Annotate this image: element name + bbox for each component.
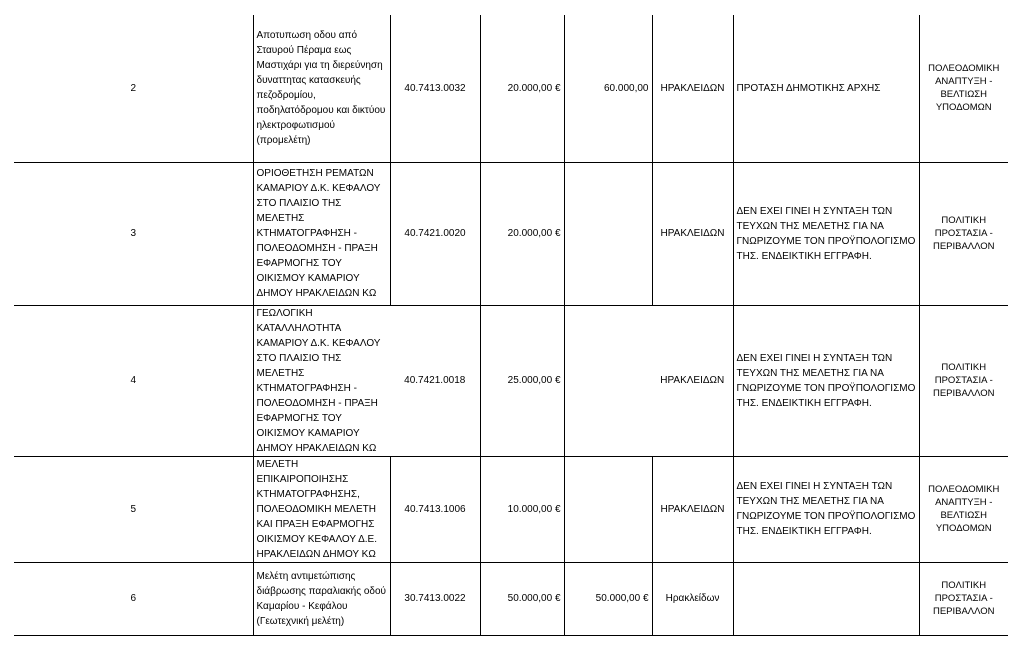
table-row: [14, 305, 1008, 456]
category: ΠΟΛΙΤΙΚΗ ΠΡΟΣΤΑΣΙΑ - ΠΕΡΙΒΑΛΛΟΝ: [919, 305, 1008, 456]
annual-amount: 25.000,00 €: [480, 305, 564, 456]
table-row: [14, 162, 1008, 305]
budget-code: 40.7421.0020: [390, 162, 480, 305]
total-amount: 60.000,00: [564, 15, 652, 162]
project-description: ΟΡΙΟΘΕΤΗΣΗ ΡΕΜΑΤΩΝ ΚΑΜΑΡΙΟΥ Δ.Κ. ΚΕΦΑΛΟΥ ΣΤΟ ΠΛΑΙΣΙΟ ΤΗΣ ΜΕΛΕΤΗΣ ΚΤΗΜΑΤΟΓΡΑΦΗΣΗ - ΠΟΛΕΟΔΟΜΗΣΗ - ΠΡΑΞΗ ΕΦΑΡΜΟΓΗΣ ΤΟΥ ΟΙΚΙΣΜΟΥ ΚΑΜΑΡΙΟΥ ΔΗΜΟΥ ΗΡΑΚΛΕΙΔΩΝ ΚΩ: [253, 162, 390, 305]
category: ΠΟΛΙΤΙΚΗ ΠΡΟΣΤΑΣΙΑ - ΠΕΡΙΒΑΛΛΟΝ: [919, 562, 1008, 635]
annual-amount: 10.000,00 €: [480, 456, 564, 562]
total-amount: [564, 162, 652, 305]
project-description: ΓΕΩΛΟΓΙΚΗ ΚΑΤΑΛΛΗΛΟΤΗΤΑ ΚΑΜΑΡΙΟΥ Δ.Κ. ΚΕΦΑΛΟΥ ΣΤΟ ΠΛΑΙΣΙΟ ΤΗΣ ΜΕΛΕΤΗΣ ΚΤΗΜΑΤΟΓΡΑΦΗΣΗ - ΠΟΛΕΟΔΟΜΗΣΗ - ΠΡΑΞΗ ΕΦΑΡΜΟΓΗΣ ΤΟΥ ΟΙΚΙΣΜΟΥ ΚΑΜΑΡΙΟΥ ΔΗΜΟΥ ΗΡΑΚΛΕΙΔΩΝ ΚΩ: [253, 305, 390, 456]
category: ΠΟΛΕΟΔΟΜΙΚΗ ΑΝΑΠΤΥΞΗ - ΒΕΛΤΙΩΣΗ ΥΠΟΔΟΜΩΝ: [919, 456, 1008, 562]
remarks: [733, 562, 919, 635]
row-number: 6: [14, 562, 253, 635]
total-amount: [564, 456, 652, 562]
annual-amount: 20.000,00 €: [480, 15, 564, 162]
row-number: 2: [14, 15, 253, 162]
remarks: ΔΕΝ ΕΧΕΙ ΓΙΝΕΙ Η ΣΥΝΤΑΞΗ ΤΩΝ ΤΕΥΧΩΝ ΤΗΣ ΜΕΛΕΤΗΣ ΓΙΑ ΝΑ ΓΝΩΡΙΖΟΥΜΕ ΤΟΝ ΠΡΟΫΠΟΛΟΓΙΣΜΟ ΤΗΣ. ΕΝΔΕΙΚΤΙΚΗ ΕΓΓΡΑΦΗ.: [733, 305, 919, 456]
studies-budget-table: [14, 15, 1008, 636]
remarks: ΠΡΟΤΑΣΗ ΔΗΜΟΤΙΚΗΣ ΑΡΧΗΣ: [733, 15, 919, 162]
remarks: ΔΕΝ ΕΧΕΙ ΓΙΝΕΙ Η ΣΥΝΤΑΞΗ ΤΩΝ ΤΕΥΧΩΝ ΤΗΣ ΜΕΛΕΤΗΣ ΓΙΑ ΝΑ ΓΝΩΡΙΖΟΥΜΕ ΤΟΝ ΠΡΟΫΠΟΛΟΓΙΣΜΟ ΤΗΣ. ΕΝΔΕΙΚΤΙΚΗ ΕΓΓΡΑΦΗ.: [733, 456, 919, 562]
annual-amount: 50.000,00 €: [480, 562, 564, 635]
municipal-unit: ΗΡΑΚΛΕΙΔΩΝ: [652, 305, 733, 456]
municipal-unit: Ηρακλείδων: [652, 562, 733, 635]
row-number: 5: [14, 456, 253, 562]
budget-code: 40.7421.0018: [390, 305, 480, 456]
remarks: ΔΕΝ ΕΧΕΙ ΓΙΝΕΙ Η ΣΥΝΤΑΞΗ ΤΩΝ ΤΕΥΧΩΝ ΤΗΣ ΜΕΛΕΤΗΣ ΓΙΑ ΝΑ ΓΝΩΡΙΖΟΥΜΕ ΤΟΝ ΠΡΟΫΠΟΛΟΓΙΣΜΟ ΤΗΣ. ΕΝΔΕΙΚΤΙΚΗ ΕΓΓΡΑΦΗ.: [733, 162, 919, 305]
project-description: Μελέτη αντιμετώπισης διάβρωσης παραλιακής οδού Καμαρίου - Κεφάλου (Γεωτεχνική μελέτη): [253, 562, 390, 635]
category: ΠΟΛΕΟΔΟΜΙΚΗ ΑΝΑΠΤΥΞΗ - ΒΕΛΤΙΩΣΗ ΥΠΟΔΟΜΩΝ: [919, 15, 1008, 162]
total-amount: [564, 305, 652, 456]
budget-code: 40.7413.1006: [390, 456, 480, 562]
row-number: 4: [14, 305, 253, 456]
table-row: [14, 456, 1008, 562]
budget-code: 40.7413.0032: [390, 15, 480, 162]
municipal-unit: ΗΡΑΚΛΕΙΔΩΝ: [652, 456, 733, 562]
municipal-unit: ΗΡΑΚΛΕΙΔΩΝ: [652, 162, 733, 305]
table-row: [14, 15, 1008, 162]
project-description: ΜΕΛΕΤΗ ΕΠΙΚΑΙΡΟΠΟΙΗΣΗΣ ΚΤΗΜΑΤΟΓΡΑΦΗΣΗΣ, ΠΟΛΕΟΔΟΜΙΚΗ ΜΕΛΕΤΗ ΚΑΙ ΠΡΑΞΗ ΕΦΑΡΜΟΓΗΣ ΟΙΚΙΣΜΟΥ ΚΕΦΑΛΟΥ Δ.Ε. ΗΡΑΚΛΕΙΔΩΝ ΔΗΜΟΥ ΚΩ: [253, 456, 390, 562]
annual-amount: 20.000,00 €: [480, 162, 564, 305]
municipal-unit: ΗΡΑΚΛΕΙΔΩΝ: [652, 15, 733, 162]
project-description: Αποτυπωση οδου από Σταυρού Πέραμα εως Μαστιχάρι για τη διερεύνηση δυναττητας κατασκευής πεζοδρομίου, ποδηλατόδρομου και δικτύου ηλεκτροφωτισμού (προμελέτη): [253, 15, 390, 162]
budget-code: 30.7413.0022: [390, 562, 480, 635]
row-number: 3: [14, 162, 253, 305]
category: ΠΟΛΙΤΙΚΗ ΠΡΟΣΤΑΣΙΑ - ΠΕΡΙΒΑΛΛΟΝ: [919, 162, 1008, 305]
table-row: [14, 562, 1008, 635]
total-amount: 50.000,00 €: [564, 562, 652, 635]
